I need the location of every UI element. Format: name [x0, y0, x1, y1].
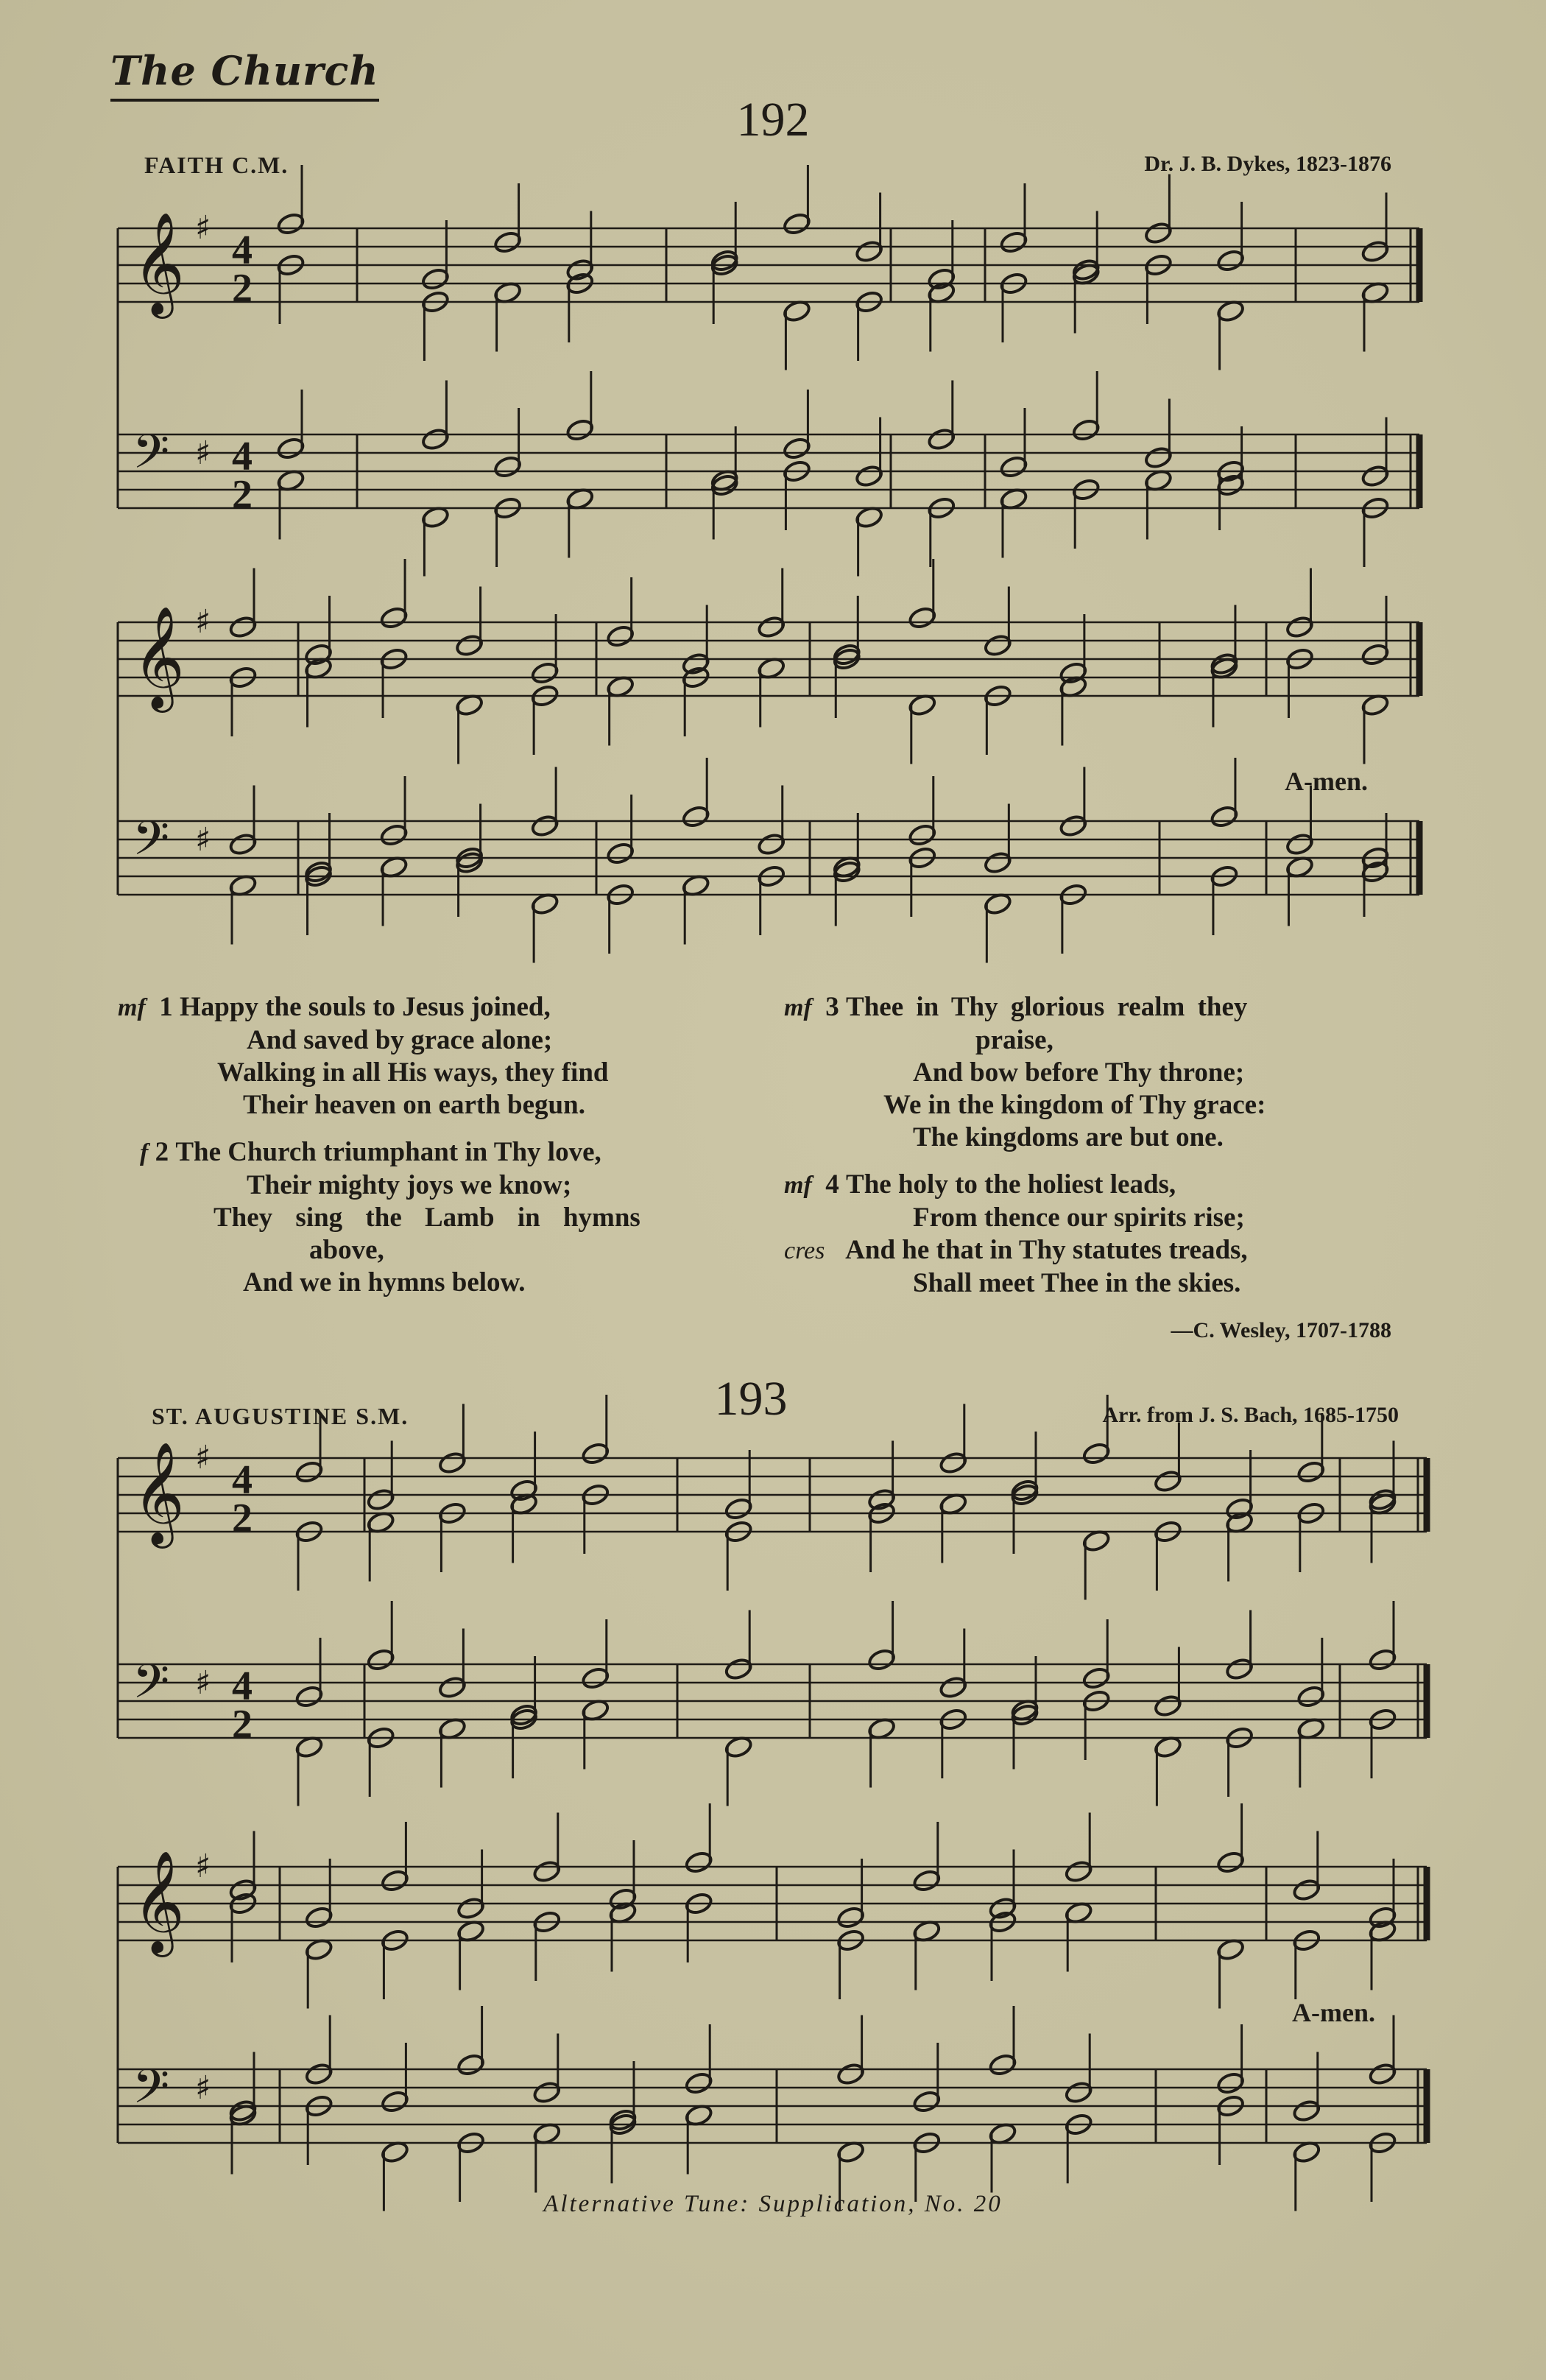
- verse-line: Happy the souls to Jesus joined,: [180, 992, 551, 1022]
- verse-line: praise,: [975, 1025, 1053, 1055]
- running-head: The Church: [110, 47, 379, 102]
- time-signature-top: 4: [232, 1457, 253, 1503]
- amen-193: A-men.: [1292, 1998, 1375, 2027]
- sharp-key-signature-icon: ♯: [195, 209, 211, 247]
- dynamic-mark: f: [140, 1139, 149, 1166]
- verse-3: [784, 991, 1432, 1154]
- dynamic-mark: mf: [784, 1172, 812, 1199]
- dynamic-mark: cres: [784, 1237, 825, 1264]
- verse-number: 1: [159, 992, 173, 1022]
- verse-line: The kingdoms are but one.: [913, 1122, 1224, 1152]
- verse-1: [118, 991, 766, 1122]
- dynamic-mark: mf: [118, 994, 146, 1021]
- verse-line: And saved by grace alone;: [247, 1025, 553, 1055]
- verse-line: From thence our spirits rise;: [913, 1203, 1245, 1233]
- sharp-key-signature-icon: ♯: [195, 1848, 211, 1885]
- verse-line: The holy to the holiest leads,: [846, 1169, 1176, 1200]
- sharp-key-signature-icon: ♯: [195, 1439, 211, 1476]
- verse-line: And bow before Thy throne;: [913, 1057, 1245, 1088]
- sharp-key-signature-icon: ♯: [195, 434, 211, 472]
- sharp-key-signature-icon: ♯: [195, 603, 211, 641]
- sharp-key-signature-icon: ♯: [195, 1664, 211, 1702]
- verse-line: Walking in all His ways, they find: [217, 1057, 609, 1088]
- time-signature-bottom: 2: [232, 472, 253, 518]
- treble-clef-icon: 𝄞: [133, 1851, 185, 1953]
- bass-clef-icon: 𝄢: [133, 425, 170, 491]
- verse-line: And we in hymns below.: [243, 1267, 526, 1298]
- verse-line: above,: [309, 1235, 384, 1265]
- verse-line: Their mighty joys we know;: [247, 1170, 572, 1200]
- tune-name-st-augustine: ST. AUGUSTINE S.M.: [152, 1403, 409, 1429]
- hymn-number-192: 192: [736, 93, 810, 147]
- verse-line: They sing the Lamb in hymns: [213, 1203, 640, 1233]
- verse-2: [118, 1136, 766, 1299]
- alternative-tune-note: Alternative Tune: Supplication, No. 20: [543, 2191, 1003, 2217]
- time-signature-bottom: 2: [232, 1496, 253, 1541]
- bass-clef-icon: 𝄢: [133, 811, 170, 878]
- amen-192: A-men.: [1285, 767, 1368, 796]
- verses-right-column: [784, 991, 1432, 1300]
- time-signature-top: 4: [232, 1663, 253, 1709]
- treble-clef-icon: 𝄞: [133, 606, 185, 708]
- composer-bach: Arr. from J. S. Bach, 1685-1750: [1102, 1403, 1399, 1427]
- composer-dykes: Dr. J. B. Dykes, 1823-1876: [1144, 152, 1391, 176]
- bass-clef-icon: 𝄢: [133, 1655, 170, 1721]
- verse-number: 4: [825, 1169, 839, 1200]
- time-signature-bottom: 2: [232, 266, 253, 311]
- verses-left-column: [118, 991, 766, 1299]
- verse-line: Their heaven on earth begun.: [243, 1090, 585, 1120]
- verse-line: Thee in Thy glorious realm they: [846, 992, 1248, 1022]
- verse-line: Shall meet Thee in the skies.: [913, 1268, 1241, 1298]
- verse-line: We in the kingdom of Thy grace:: [883, 1090, 1266, 1120]
- verse-line: And he that in Thy statutes treads,: [845, 1235, 1248, 1265]
- dynamic-mark: mf: [784, 994, 812, 1021]
- time-signature-top: 4: [232, 434, 253, 479]
- sharp-key-signature-icon: ♯: [195, 821, 211, 859]
- tune-name-faith: FAITH C.M.: [144, 152, 289, 178]
- time-signature-top: 4: [232, 228, 253, 273]
- author-attribution: —C. Wesley, 1707-1788: [1171, 1318, 1391, 1342]
- sharp-key-signature-icon: ♯: [195, 2069, 211, 2107]
- verse-number: 3: [825, 992, 839, 1022]
- hymn-number-193: 193: [714, 1372, 788, 1426]
- verse-number: 2: [155, 1137, 169, 1167]
- time-signature-bottom: 2: [232, 1702, 253, 1747]
- verse-line: The Church triumphant in Thy love,: [175, 1137, 601, 1167]
- verse-4: [784, 1169, 1432, 1300]
- treble-clef-icon: 𝄞: [133, 212, 185, 314]
- treble-clef-icon: 𝄞: [133, 1442, 185, 1544]
- bass-clef-icon: 𝄢: [133, 2060, 170, 2126]
